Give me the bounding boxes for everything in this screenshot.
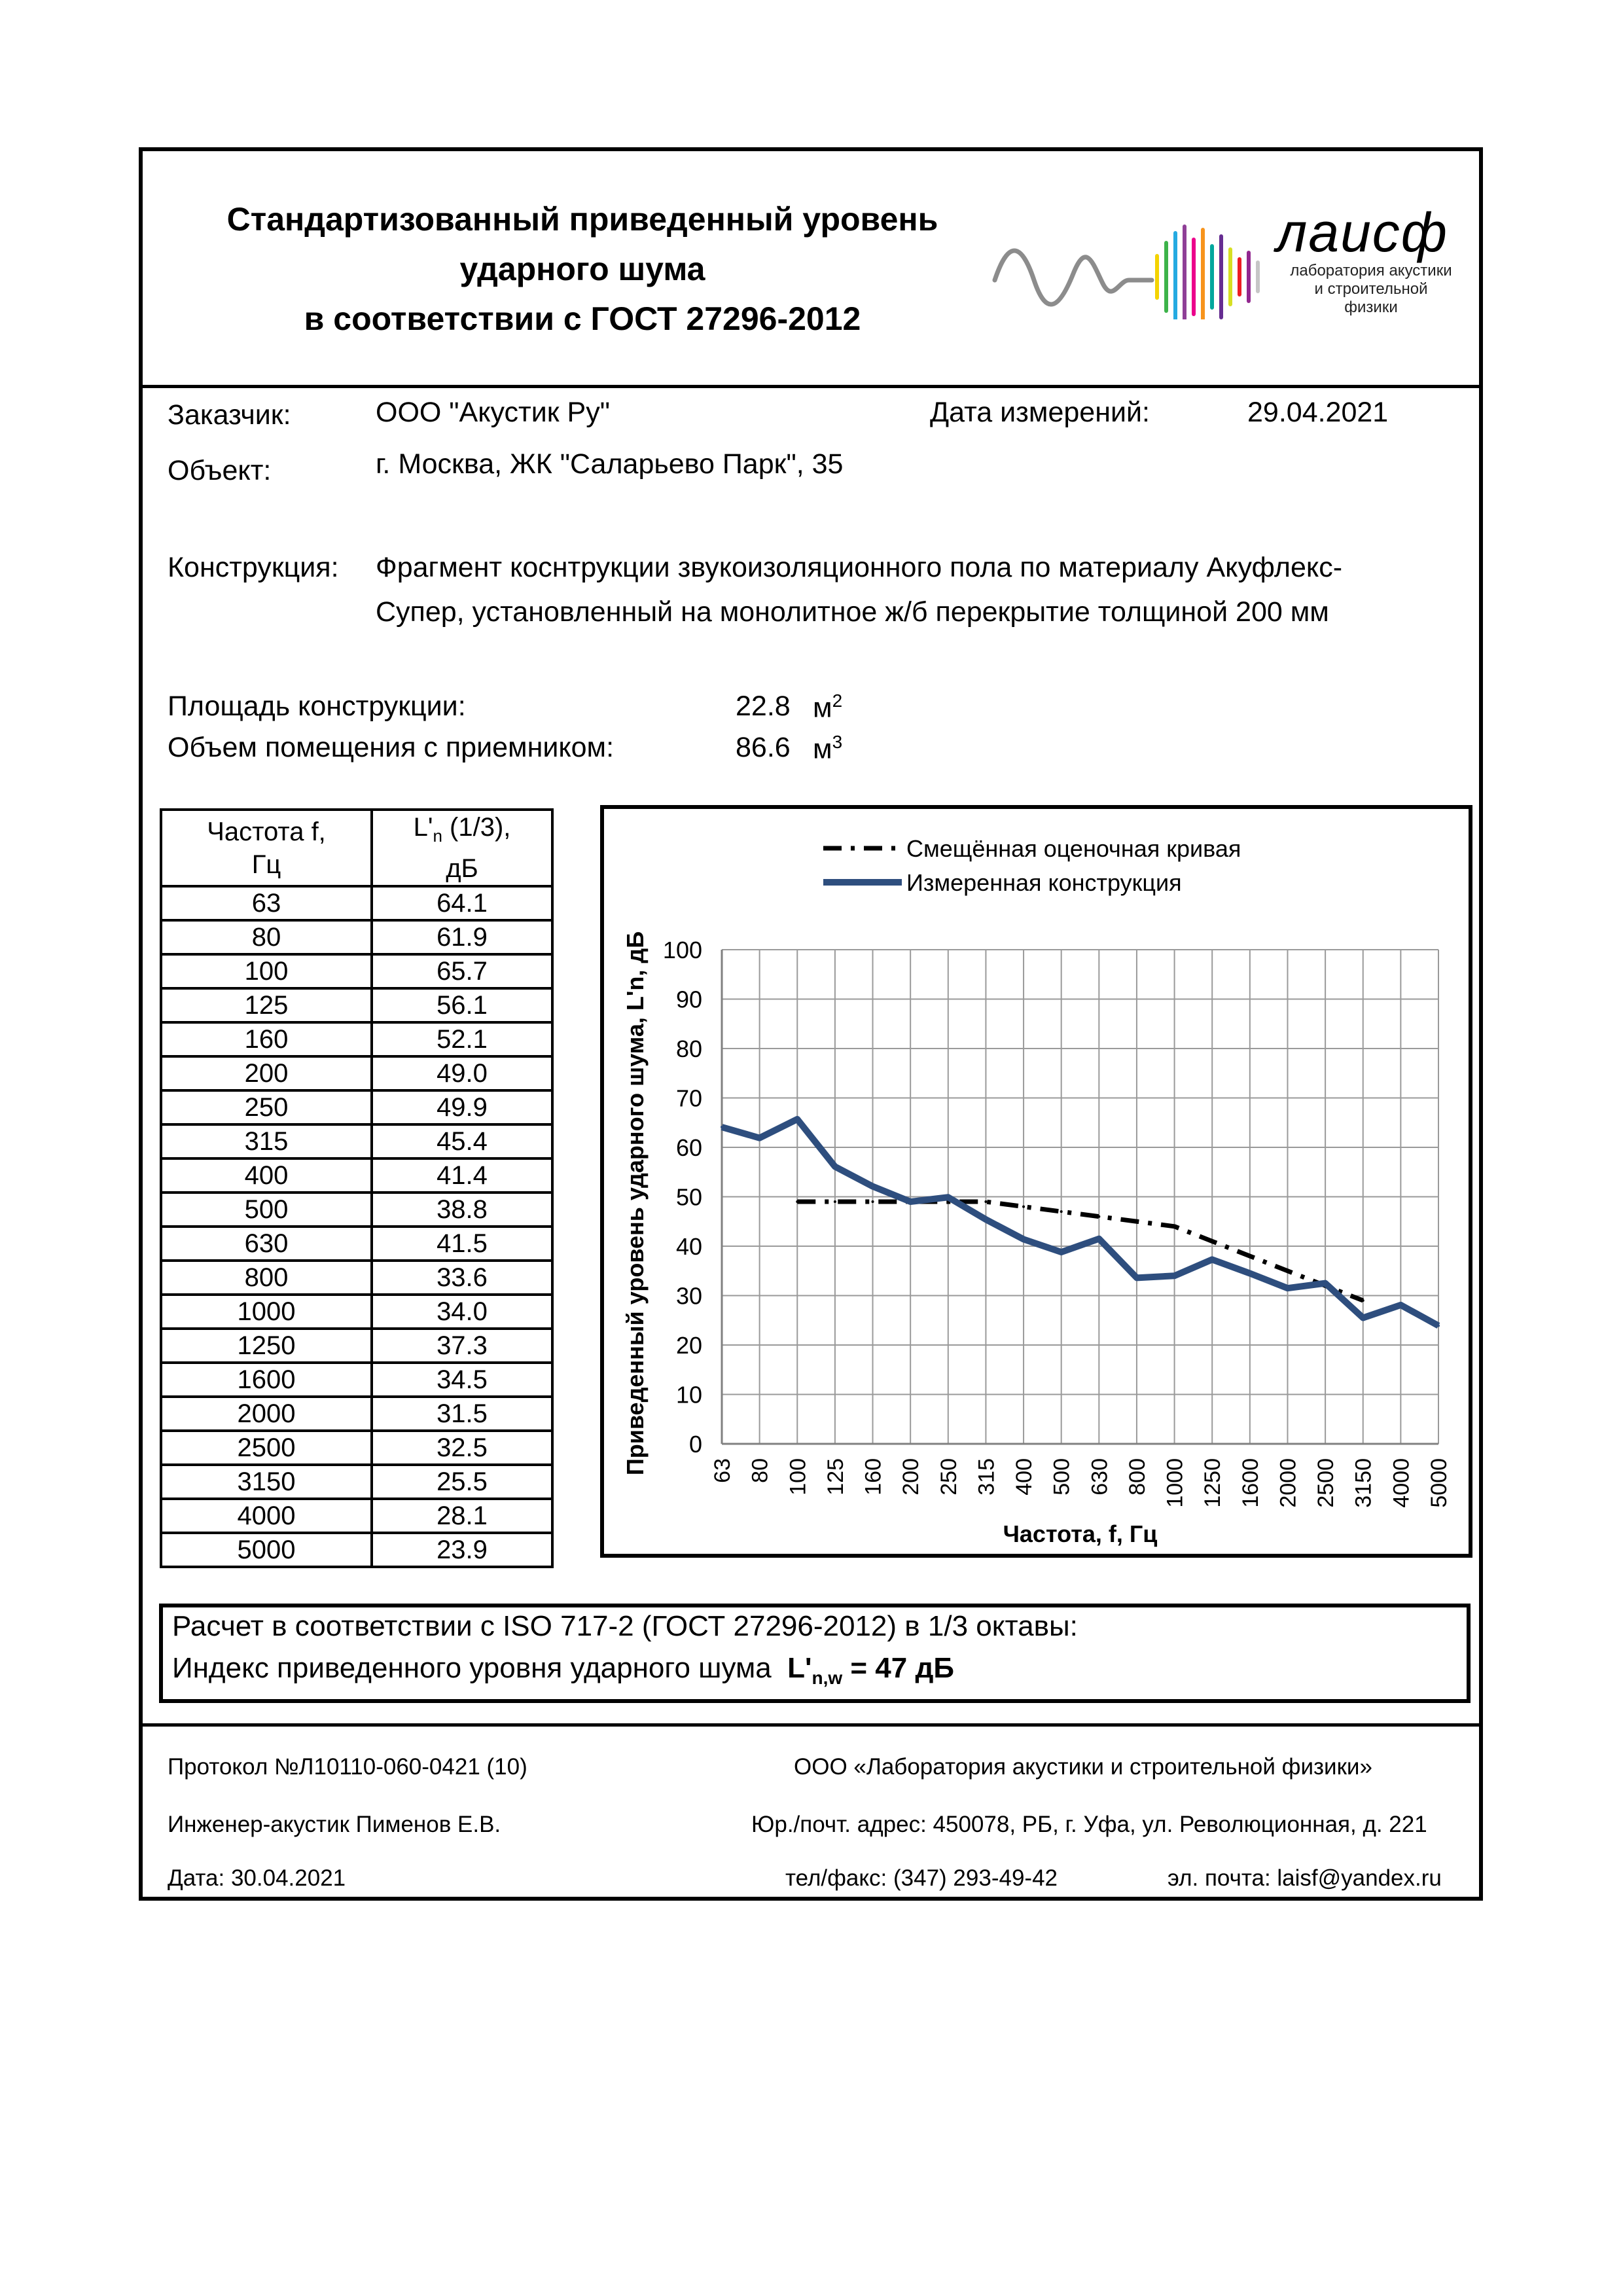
x-tick-label: 2500 <box>1313 1458 1339 1508</box>
x-tick-label: 1250 <box>1200 1458 1226 1508</box>
series-point <box>984 1218 987 1221</box>
logo-name: лаисф <box>1276 202 1448 263</box>
logo-bar <box>1256 260 1260 293</box>
frequency-cell: 1000 <box>161 1295 372 1329</box>
series-point <box>1362 1316 1364 1319</box>
frequency-cell: 1600 <box>161 1363 372 1397</box>
series-point <box>1249 1255 1251 1257</box>
table-row <box>161 1193 552 1227</box>
table-row <box>161 1295 552 1329</box>
series-point <box>1286 1270 1289 1272</box>
calc-line-2 <box>172 1652 954 1689</box>
table-row <box>161 1261 552 1295</box>
frequency-cell: 100 <box>161 954 372 988</box>
frequency-table <box>160 808 554 1568</box>
frequency-cell: 315 <box>161 1124 372 1158</box>
series-point <box>834 1200 836 1203</box>
frequency-cell: 3150 <box>161 1465 372 1499</box>
table-row <box>161 954 552 988</box>
frequency-cell: 800 <box>161 1261 372 1295</box>
volume-unit-sup: 3 <box>832 732 843 752</box>
area-unit-sup: 2 <box>832 691 843 711</box>
frequency-cell: 500 <box>161 1193 372 1227</box>
table-row <box>161 1124 552 1158</box>
series-point <box>834 1165 836 1168</box>
customer-label: Заказчик: <box>168 399 291 431</box>
x-tick-label: 3150 <box>1351 1458 1376 1508</box>
protocol-date: Дата: 30.04.2021 <box>168 1865 346 1891</box>
frequency-cell: 630 <box>161 1227 372 1261</box>
col-level-sub: n <box>433 826 442 846</box>
level-cell: 23.9 <box>372 1533 552 1567</box>
series-point <box>796 1200 798 1203</box>
x-tick-label: 800 <box>1124 1458 1150 1496</box>
logo-bar <box>1228 247 1232 306</box>
calculation-box <box>159 1604 1471 1703</box>
table-row <box>161 1397 552 1431</box>
calc-index-symbol: L' <box>787 1652 812 1684</box>
date-value: 29.04.2021 <box>1247 397 1389 428</box>
object-label: Объект: <box>168 455 272 486</box>
x-tick-label: 1600 <box>1238 1458 1263 1508</box>
laisf-logo <box>988 196 1486 327</box>
construction-label: Конструкция: <box>168 552 339 583</box>
frequency-cell: 2500 <box>161 1431 372 1465</box>
chart-svg <box>604 809 1469 1554</box>
frequency-cell: 80 <box>161 920 372 954</box>
level-cell: 61.9 <box>372 920 552 954</box>
y-tick-label: 80 <box>675 1035 702 1062</box>
x-tick-label: 250 <box>936 1458 961 1496</box>
level-cell: 38.8 <box>372 1193 552 1227</box>
sound-wave-logo-icon <box>988 202 1270 319</box>
table-row <box>161 1329 552 1363</box>
title-line-3: в соответствии с ГОСТ 27296-2012 <box>304 300 861 337</box>
x-tick-label: 160 <box>861 1458 886 1496</box>
series-point <box>1097 1215 1100 1218</box>
x-tick-label: 100 <box>785 1458 811 1496</box>
logo-caption <box>1276 262 1466 317</box>
x-tick-label: 500 <box>1049 1458 1075 1496</box>
volume-value: 86.6 <box>736 732 791 763</box>
series-point <box>758 1137 761 1139</box>
logo-bar <box>1201 228 1205 319</box>
logo-bar <box>1210 244 1214 310</box>
table-header-row <box>161 810 552 886</box>
frequency-cell: 250 <box>161 1090 372 1124</box>
volume-label: Объем помещения с приемником: <box>168 732 615 763</box>
construction-line-1: Фрагмент коснтрукции звукоизоляционного пола по материалу Акуфлекс- <box>376 552 1343 583</box>
series-line-measured <box>722 1119 1438 1326</box>
x-tick-label: 315 <box>974 1458 999 1496</box>
series-point <box>1211 1240 1213 1242</box>
x-tick-label: 1000 <box>1162 1458 1188 1508</box>
x-tick-label: 63 <box>710 1458 735 1483</box>
table-row <box>161 1465 552 1499</box>
area-label: Площадь конструкции: <box>168 691 466 722</box>
level-cell: 31.5 <box>372 1397 552 1431</box>
volume-unit <box>813 732 842 765</box>
logo-caption-line-3: физики <box>1344 298 1398 316</box>
table-row <box>161 920 552 954</box>
series-point <box>1060 1210 1063 1213</box>
level-cell: 45.4 <box>372 1124 552 1158</box>
frequency-cell: 4000 <box>161 1499 372 1533</box>
series-point <box>1362 1299 1364 1302</box>
level-cell: 52.1 <box>372 1022 552 1056</box>
y-axis-label: Приведенный уровень ударного шума, L'n, дБ <box>622 931 649 1476</box>
y-tick-label: 40 <box>675 1233 702 1260</box>
frequency-cell: 400 <box>161 1158 372 1193</box>
series-point <box>984 1200 987 1203</box>
y-tick-label: 100 <box>662 937 702 963</box>
x-tick-label: 2000 <box>1275 1458 1301 1508</box>
area-unit <box>813 691 842 724</box>
table-row <box>161 1227 552 1261</box>
table-row <box>161 1533 552 1567</box>
construction-line-2: Супер, установленный на монолитное ж/б перекрытие толщиной 200 мм <box>376 596 1329 628</box>
level-cell: 41.5 <box>372 1227 552 1261</box>
y-tick-label: 90 <box>675 986 702 1013</box>
col-frequency-header-line-2: Гц <box>251 850 281 879</box>
series-point <box>909 1200 912 1203</box>
series-point <box>1022 1206 1025 1208</box>
col-frequency-header <box>161 810 372 886</box>
level-cell: 34.5 <box>372 1363 552 1397</box>
logo-bar <box>1155 254 1159 300</box>
series-point <box>1060 1251 1063 1253</box>
customer-value: ООО "Акустик Ру" <box>376 397 610 428</box>
y-tick-label: 50 <box>675 1183 702 1211</box>
legend-label: Измеренная конструкция <box>906 869 1182 896</box>
logo-caption-line-2: и строительной <box>1314 280 1428 298</box>
x-tick-label: 400 <box>1012 1458 1037 1496</box>
series-point <box>796 1118 798 1121</box>
col-level-header <box>372 810 552 886</box>
title-line-1: Стандартизованный приведенный уровень <box>226 201 938 238</box>
x-tick-label: 4000 <box>1389 1458 1414 1508</box>
x-tick-label: 80 <box>747 1458 773 1483</box>
logo-bar <box>1238 257 1241 296</box>
engineer-name: Инженер-акустик Пименов Е.В. <box>168 1812 501 1837</box>
level-cell: 33.6 <box>372 1261 552 1295</box>
logo-bar <box>1219 234 1223 319</box>
table-row <box>161 886 552 920</box>
series-point <box>1022 1238 1025 1240</box>
page-title <box>164 194 1001 344</box>
level-cell: 37.3 <box>372 1329 552 1363</box>
object-value: г. Москва, ЖК "Саларьево Парк", 35 <box>376 448 844 480</box>
level-cell: 34.0 <box>372 1295 552 1329</box>
col-level-suffix: (1/3), <box>442 813 511 842</box>
series-point <box>1135 1276 1138 1279</box>
series-point <box>721 1126 723 1128</box>
volume-unit-text: м <box>813 733 832 765</box>
y-tick-label: 20 <box>675 1332 702 1359</box>
table-row <box>161 1158 552 1193</box>
logo-bar <box>1164 241 1168 313</box>
frequency-cell: 63 <box>161 886 372 920</box>
x-axis-label: Частота, f, Гц <box>1003 1520 1158 1547</box>
title-line-2: ударного шума <box>459 251 705 287</box>
table-row <box>161 1022 552 1056</box>
header-divider <box>139 385 1483 388</box>
y-tick-label: 0 <box>688 1431 702 1458</box>
level-cell: 32.5 <box>372 1431 552 1465</box>
legend-label: Смещённая оценочная кривая <box>906 835 1241 862</box>
level-cell: 49.0 <box>372 1056 552 1090</box>
level-cell: 28.1 <box>372 1499 552 1533</box>
level-cell: 56.1 <box>372 988 552 1022</box>
col-level-header-line-1 <box>373 811 551 852</box>
series-point <box>1437 1325 1440 1327</box>
series-point <box>1097 1238 1100 1240</box>
level-cell: 41.4 <box>372 1158 552 1193</box>
date-label: Дата измерений: <box>930 397 1150 428</box>
table-row <box>161 988 552 1022</box>
series-point <box>1249 1272 1251 1275</box>
x-tick-label: 200 <box>899 1458 924 1496</box>
series-point <box>1286 1287 1289 1289</box>
logo-caption-line-1: лаборатория акустики <box>1290 262 1452 279</box>
calc-index-number: = 47 дБ <box>842 1652 955 1684</box>
col-level-symbol: L' <box>413 813 433 842</box>
frequency-cell: 125 <box>161 988 372 1022</box>
calc-index-sub: n,w <box>812 1667 843 1688</box>
col-level-header-line-2: дБ <box>446 854 478 883</box>
series-point <box>1211 1258 1213 1261</box>
y-tick-label: 10 <box>675 1381 702 1408</box>
area-unit-text: м <box>813 692 832 724</box>
x-tick-label: 125 <box>823 1458 848 1496</box>
frequency-cell: 5000 <box>161 1533 372 1567</box>
x-tick-label: 5000 <box>1427 1458 1452 1508</box>
frequency-cell: 200 <box>161 1056 372 1090</box>
organization-email[interactable]: эл. почта: laisf@yandex.ru <box>1168 1865 1442 1891</box>
y-tick-label: 60 <box>675 1134 702 1161</box>
series-point <box>1173 1274 1176 1277</box>
table-row <box>161 1090 552 1124</box>
table-row <box>161 1056 552 1090</box>
organization-address: Юр./почт. адрес: 450078, РБ, г. Уфа, ул. Революционная, д. 221 <box>751 1812 1427 1837</box>
table-row <box>161 1363 552 1397</box>
series-point <box>1173 1225 1176 1228</box>
calc-line-1: Расчет в соответствии с ISO 717-2 (ГОСТ 27296-2012) в 1/3 октавы: <box>172 1610 1078 1642</box>
series-point <box>1324 1282 1327 1285</box>
frequency-cell: 160 <box>161 1022 372 1056</box>
logo-bar <box>1192 238 1196 316</box>
calc-index-value <box>787 1652 955 1688</box>
logo-bar <box>1173 231 1177 319</box>
frequency-cell: 2000 <box>161 1397 372 1431</box>
y-tick-label: 70 <box>675 1085 702 1112</box>
organization-phone: тел/факс: (347) 293-49-42 <box>785 1865 1058 1891</box>
level-cell: 65.7 <box>372 954 552 988</box>
series-point <box>872 1200 874 1203</box>
area-value: 22.8 <box>736 691 791 722</box>
series-point <box>1399 1304 1402 1306</box>
chart-container <box>600 805 1472 1558</box>
protocol-number: Протокол №Л10110-060-0421 (10) <box>168 1754 527 1780</box>
series-point <box>872 1185 874 1188</box>
table-row <box>161 1431 552 1465</box>
level-cell: 49.9 <box>372 1090 552 1124</box>
series-point <box>1135 1220 1138 1223</box>
frequency-cell: 1250 <box>161 1329 372 1363</box>
col-frequency-header-line-1: Частота f, <box>207 817 326 846</box>
level-cell: 25.5 <box>372 1465 552 1499</box>
y-tick-label: 30 <box>675 1282 702 1310</box>
series-point <box>947 1196 950 1198</box>
logo-bar <box>1183 224 1186 319</box>
organization-name: ООО «Лаборатория акустики и строительной физики» <box>794 1754 1372 1780</box>
table-row <box>161 1499 552 1533</box>
x-tick-label: 630 <box>1087 1458 1113 1496</box>
level-cell: 64.1 <box>372 886 552 920</box>
calc-index-label: Индекс приведенного уровня ударного шума <box>172 1652 788 1684</box>
footer-divider <box>139 1723 1483 1727</box>
logo-bar <box>1247 251 1251 303</box>
